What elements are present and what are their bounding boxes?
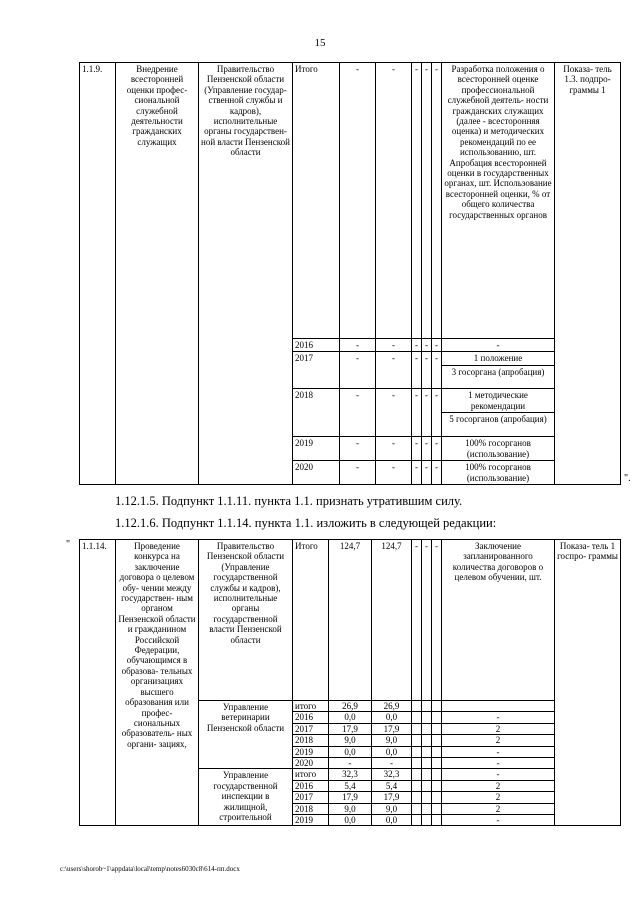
funding-value xyxy=(412,758,422,769)
funding-value xyxy=(432,792,442,803)
funding-value xyxy=(422,712,432,723)
funding-value: - xyxy=(340,63,376,339)
funding-value: - xyxy=(376,352,412,389)
year-label: 2017 xyxy=(293,792,329,803)
funding-value xyxy=(422,803,432,814)
funding-total-regional: 5,4 xyxy=(372,780,412,791)
funding-value: - xyxy=(432,540,442,701)
funding-value xyxy=(422,735,432,746)
funding-value xyxy=(412,701,422,712)
expected-result: Заключение запланированного количества договоров о целевом обучении, шт. xyxy=(442,540,555,701)
bottom-program-table xyxy=(79,539,621,826)
funding-total-regional: - xyxy=(372,758,412,769)
year-result: 100% госорганов (использование) xyxy=(442,437,555,461)
funding-value xyxy=(432,735,442,746)
result-line: 3 госоргана (апробация) xyxy=(451,366,545,377)
funding-value xyxy=(422,780,432,791)
funding-value: - xyxy=(422,389,432,437)
funding-value: - xyxy=(412,461,422,485)
funding-value: - xyxy=(340,339,376,352)
funding-value xyxy=(412,815,422,826)
activity-executor: Правительство Пензенской области (Управление государ- ственной службы и кадров), исполнительные органы государствен- ной власти Пензенской области xyxy=(199,63,293,485)
funding-value: - xyxy=(432,389,442,437)
funding-value xyxy=(412,723,422,734)
funding-total-regional: 17,9 xyxy=(372,792,412,803)
year-label: 2020 xyxy=(293,461,340,485)
paragraph-1-12-1-6: 1.12.1.6. Подпункт 1.1.14. пункта 1.1. изложить в следующей редакции: xyxy=(115,516,497,530)
funding-total: 124,7 xyxy=(329,540,372,701)
funding-value xyxy=(432,746,442,757)
year-result: - xyxy=(442,758,555,769)
funding-value: - xyxy=(412,339,422,352)
funding-value: - xyxy=(432,339,442,352)
year-result: 2 xyxy=(442,780,555,791)
funding-value xyxy=(422,701,432,712)
activity-code: 1.1.14. xyxy=(80,540,116,826)
year-result xyxy=(442,701,555,712)
year-result: - xyxy=(442,712,555,723)
funding-value: - xyxy=(422,352,432,389)
funding-value: - xyxy=(340,461,376,485)
sub-executor: Управление государственной инспекции в жилищной, строительной xyxy=(199,769,293,826)
year-label: 2016 xyxy=(293,339,340,352)
funding-total-regional: 0,0 xyxy=(372,815,412,826)
funding-value: - xyxy=(422,461,432,485)
funding-value: - xyxy=(422,339,432,352)
funding-total: 9,0 xyxy=(329,735,372,746)
activity-name: Внедрение всесторонней оценки профес- сиональной служебной деятельности гражданских служащих xyxy=(116,63,199,485)
year-result: 2 xyxy=(442,723,555,734)
funding-value xyxy=(412,735,422,746)
year-result: 2 xyxy=(442,735,555,746)
funding-value xyxy=(432,758,442,769)
year-result: - xyxy=(442,746,555,757)
page-number: 15 xyxy=(314,37,326,49)
funding-value: - xyxy=(376,437,412,461)
funding-value xyxy=(432,712,442,723)
year-label: 2016 xyxy=(293,712,329,723)
year-label: 2019 xyxy=(293,746,329,757)
year-label: итого xyxy=(293,701,329,712)
funding-value: - xyxy=(432,437,442,461)
funding-value xyxy=(432,723,442,734)
funding-value xyxy=(422,769,432,780)
expected-result: Разработка положения о всесторонней оценке профессиональной служебной деятель- ности гражданских служащих (далее - всесторонняя оценка) и методических рекомендаций по ее использованию, шт. Апробация всесторонней оценки в государственных органах, шт. Использование всесторонней оценки, % от общего количества государственных органов xyxy=(442,63,555,339)
funding-value xyxy=(412,769,422,780)
funding-total: 17,9 xyxy=(329,792,372,803)
funding-total-regional: 26,9 xyxy=(372,701,412,712)
funding-total: 0,0 xyxy=(329,815,372,826)
funding-value xyxy=(422,758,432,769)
funding-value xyxy=(422,723,432,734)
funding-total: 0,0 xyxy=(329,712,372,723)
file-path-footer: c:\users\shorob~1\appdata\local\temp\notes6030c8\614-пп.docx xyxy=(60,865,240,873)
funding-value xyxy=(412,746,422,757)
funding-value xyxy=(432,701,442,712)
year-label: 2019 xyxy=(293,437,340,461)
funding-value xyxy=(432,803,442,814)
funding-value: - xyxy=(432,352,442,389)
top-program-table xyxy=(79,62,621,485)
funding-value: - xyxy=(376,389,412,437)
funding-value: - xyxy=(376,461,412,485)
year-result: 2 xyxy=(442,792,555,803)
funding-value: - xyxy=(422,540,432,701)
funding-value: - xyxy=(340,389,376,437)
funding-value: - xyxy=(340,437,376,461)
closing-quote: ". xyxy=(624,473,631,484)
funding-total-regional: 9,0 xyxy=(372,803,412,814)
funding-value: - xyxy=(412,437,422,461)
funding-value: - xyxy=(432,63,442,339)
year-label: 2020 xyxy=(293,758,329,769)
indicator-link: Показа- тель 1 госпро- граммы xyxy=(555,540,621,826)
funding-total: 26,9 xyxy=(329,701,372,712)
funding-total: 17,9 xyxy=(329,723,372,734)
indicator-link: Показа- тель 1.3. подпро- граммы 1 xyxy=(555,63,621,485)
funding-value xyxy=(432,780,442,791)
funding-value: - xyxy=(412,63,422,339)
funding-value: - xyxy=(376,339,412,352)
year-label: 2017 xyxy=(293,352,340,389)
year-result: - xyxy=(442,815,555,826)
year-label: итого xyxy=(293,769,329,780)
funding-value xyxy=(422,746,432,757)
funding-value xyxy=(412,803,422,814)
funding-total-regional: 9,0 xyxy=(372,735,412,746)
funding-value: - xyxy=(422,437,432,461)
funding-total: 9,0 xyxy=(329,803,372,814)
funding-total: 5,4 xyxy=(329,780,372,791)
activity-executor: Правительство Пензенской области (Управление государственной службы и кадров), исполнительные органы государственной власти Пензенской области xyxy=(199,540,293,701)
funding-value xyxy=(432,769,442,780)
year-result xyxy=(442,389,555,437)
result-line: 5 госорганов (апробация) xyxy=(449,414,547,425)
funding-total-regional: 0,0 xyxy=(372,746,412,757)
year-label: 2018 xyxy=(293,803,329,814)
year-total-label: Итого xyxy=(293,540,329,701)
opening-quote: " xyxy=(66,539,71,550)
paragraph-1-12-1-5: 1.12.1.5. Подпункт 1.1.11. пункта 1.1. признать утратившим силу. xyxy=(115,494,463,508)
year-result: 2 xyxy=(442,803,555,814)
funding-value: - xyxy=(412,352,422,389)
activity-code: 1.1.9. xyxy=(80,63,116,485)
funding-value xyxy=(412,792,422,803)
year-label: 2019 xyxy=(293,815,329,826)
funding-value: - xyxy=(376,63,412,339)
year-result xyxy=(442,352,555,389)
funding-total: - xyxy=(329,758,372,769)
year-label: 2018 xyxy=(293,389,340,437)
funding-value xyxy=(432,815,442,826)
funding-value xyxy=(422,815,432,826)
year-label: 2017 xyxy=(293,723,329,734)
funding-value: - xyxy=(432,461,442,485)
funding-total-regional: 17,9 xyxy=(372,723,412,734)
funding-total-regional: 0,0 xyxy=(372,712,412,723)
year-label: 2016 xyxy=(293,780,329,791)
funding-value xyxy=(412,712,422,723)
year-label: 2018 xyxy=(293,735,329,746)
funding-value xyxy=(412,780,422,791)
year-result: 100% госорганов (использование) xyxy=(442,461,555,485)
funding-value xyxy=(422,792,432,803)
funding-total-regional: 124,7 xyxy=(372,540,412,701)
funding-total-regional: 32,3 xyxy=(372,769,412,780)
activity-name: Проведение конкурса на заключение договора о целевом обу- чении между государствен- ным органом Пензенской области и гражданином Российской Федерации, обучающимся в образова- тельных организациях высшего образования или профес- сиональных образователь- ных органи- зациях, xyxy=(116,540,199,826)
sub-executor: Управление ветеринарии Пензенской области xyxy=(199,701,293,769)
result-line: 1 методические рекомендации xyxy=(442,389,554,413)
funding-total: 0,0 xyxy=(329,746,372,757)
funding-value: - xyxy=(340,352,376,389)
year-result: - xyxy=(442,339,555,352)
result-line: 1 положение xyxy=(442,352,554,365)
funding-value: - xyxy=(422,63,432,339)
year-total-label: Итого xyxy=(293,63,340,339)
year-result: - xyxy=(442,769,555,780)
funding-value: - xyxy=(412,389,422,437)
funding-value: - xyxy=(412,540,422,701)
funding-total: 32,3 xyxy=(329,769,372,780)
